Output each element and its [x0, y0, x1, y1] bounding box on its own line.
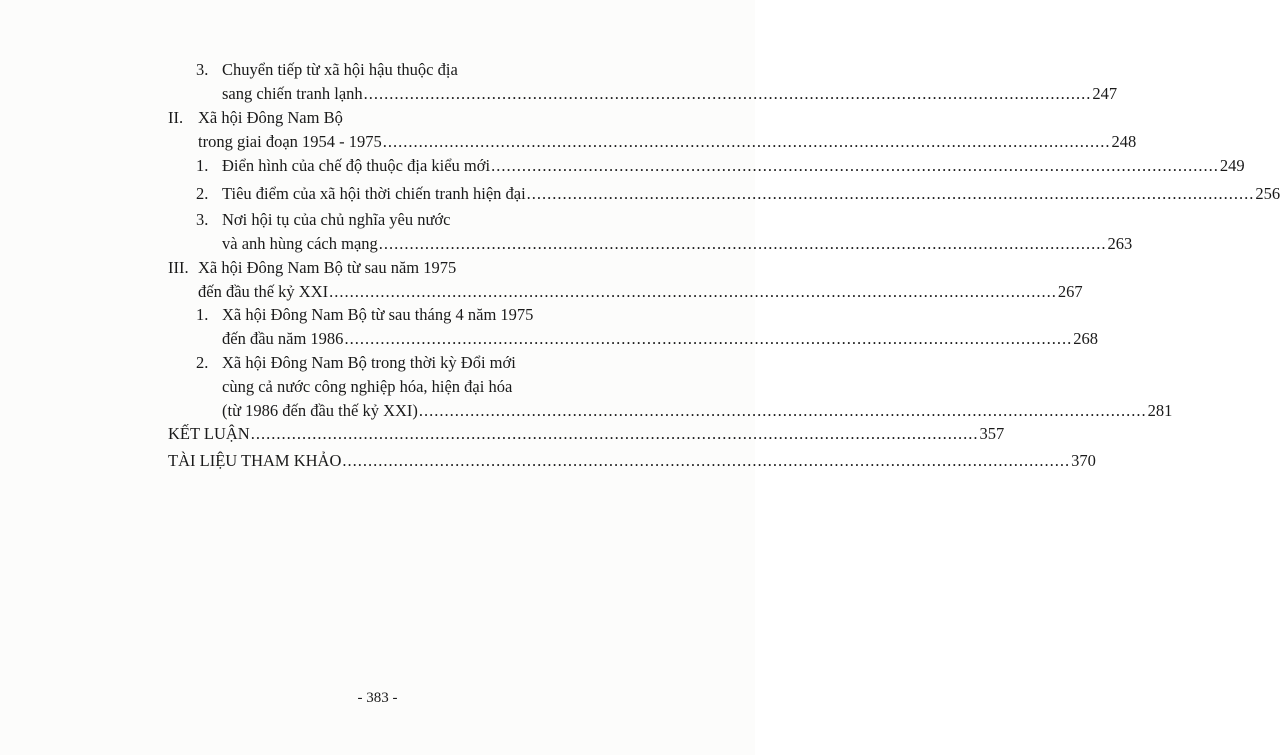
toc-entry	[196, 154, 1245, 178]
toc-entry-last-line	[222, 154, 1245, 178]
toc-entry-title-line: sang chiến tranh lạnh	[222, 84, 363, 103]
toc-entry-title-line: trong giai đoạn 1954 - 1975	[198, 132, 382, 151]
dot-leader: ..............................................................................................................................................	[491, 156, 1219, 175]
toc-entry-page: 248	[1111, 132, 1137, 151]
toc-entry	[196, 208, 1133, 256]
toc-entry-last-line	[222, 399, 1173, 423]
toc-entry	[196, 182, 1280, 206]
toc-entry-title-line: Chuyển tiếp từ xã hội hậu thuộc địa	[222, 60, 458, 79]
toc-entry-page: 256	[1255, 184, 1280, 203]
toc-entry-page: 247	[1092, 84, 1118, 103]
toc-entry-title-line: Tiêu điểm của xã hội thời chiến tranh hiện đại	[222, 184, 526, 203]
page-number: - 383 -	[357, 690, 398, 706]
dot-leader: ..............................................................................................................................................	[344, 329, 1073, 348]
toc-entry-title-line: KẾT LUẬN	[168, 424, 250, 443]
toc-entry-number: III.	[168, 258, 189, 277]
toc-entry	[168, 449, 1096, 473]
dot-leader: ..............................................................................................................................................	[378, 234, 1107, 253]
toc-entry-last-line	[222, 327, 1098, 351]
toc-entry-last-line	[168, 422, 1005, 446]
toc-entry-number: 3.	[196, 210, 209, 229]
toc-entry-title-line: Xã hội Đông Nam Bộ từ sau tháng 4 năm 1975	[222, 305, 534, 324]
dot-leader: ..............................................................................................................................................	[329, 282, 1057, 301]
toc-entry-page: 268	[1073, 329, 1098, 348]
toc-entry-title-line: Xã hội Đông Nam Bộ từ sau năm 1975	[198, 258, 457, 277]
toc-entry-last-line	[222, 82, 1118, 106]
dot-leader: ..............................................................................................................................................	[526, 184, 1255, 203]
toc-entry-last-line	[168, 449, 1096, 473]
dot-leader: ..............................................................................................................................................	[363, 84, 1092, 103]
toc-entry-title-line: và anh hùng cách mạng	[222, 234, 378, 253]
toc-entry-number: 2.	[196, 353, 209, 372]
toc-entry	[196, 303, 1098, 351]
toc-entry-title-line: Xã hội Đông Nam Bộ trong thời kỳ Đổi mới	[222, 353, 516, 372]
toc-entry-page: 281	[1147, 401, 1173, 420]
toc-entry-title-line: (từ 1986 đến đầu thế kỷ XXI)	[222, 401, 418, 420]
toc-entry-title-line: cùng cả nước công nghiệp hóa, hiện đại hóa	[222, 377, 513, 396]
dot-leader: ..............................................................................................................................................	[418, 401, 1147, 420]
toc-entry	[168, 106, 1137, 154]
toc-entry-page: 267	[1057, 282, 1083, 301]
toc-entry-number: 1.	[196, 305, 209, 324]
toc-entry-title-line: đến đầu năm 1986	[222, 329, 344, 348]
dot-leader: ..............................................................................................................................................	[382, 132, 1111, 151]
toc-entry-title-line: đến đầu thế kỷ XXI	[198, 282, 329, 301]
toc-entry-page: 249	[1219, 156, 1245, 175]
toc-entry-last-line	[198, 280, 1083, 304]
toc-entry-title-line: Điển hình của chế độ thuộc địa kiểu mới	[222, 156, 491, 175]
toc-entry-page: 370	[1071, 451, 1096, 470]
dot-leader: ..............................................................................................................................................	[250, 424, 979, 443]
toc-entry	[168, 256, 1083, 304]
toc-entry	[196, 351, 1173, 423]
toc-entry-title-line: Nơi hội tụ của chủ nghĩa yêu nước	[222, 210, 451, 229]
toc-entry-last-line	[222, 232, 1133, 256]
toc-entry-number: 3.	[196, 60, 209, 79]
toc-entry-number: 2.	[196, 184, 209, 203]
toc-entry-title-line: TÀI LIỆU THAM KHẢO	[168, 451, 342, 470]
toc-entry-last-line	[198, 130, 1137, 154]
toc-entry-last-line	[222, 182, 1280, 206]
toc-entry	[196, 58, 1118, 106]
toc-entry-title-line: Xã hội Đông Nam Bộ	[198, 108, 343, 127]
toc-entry	[168, 422, 1005, 446]
toc-entry-page: 357	[979, 424, 1005, 443]
dot-leader: ..............................................................................................................................................	[342, 451, 1071, 470]
toc-entry-number: 1.	[196, 156, 209, 175]
toc-entry-page: 263	[1107, 234, 1133, 253]
toc-entry-number: II.	[168, 108, 184, 127]
